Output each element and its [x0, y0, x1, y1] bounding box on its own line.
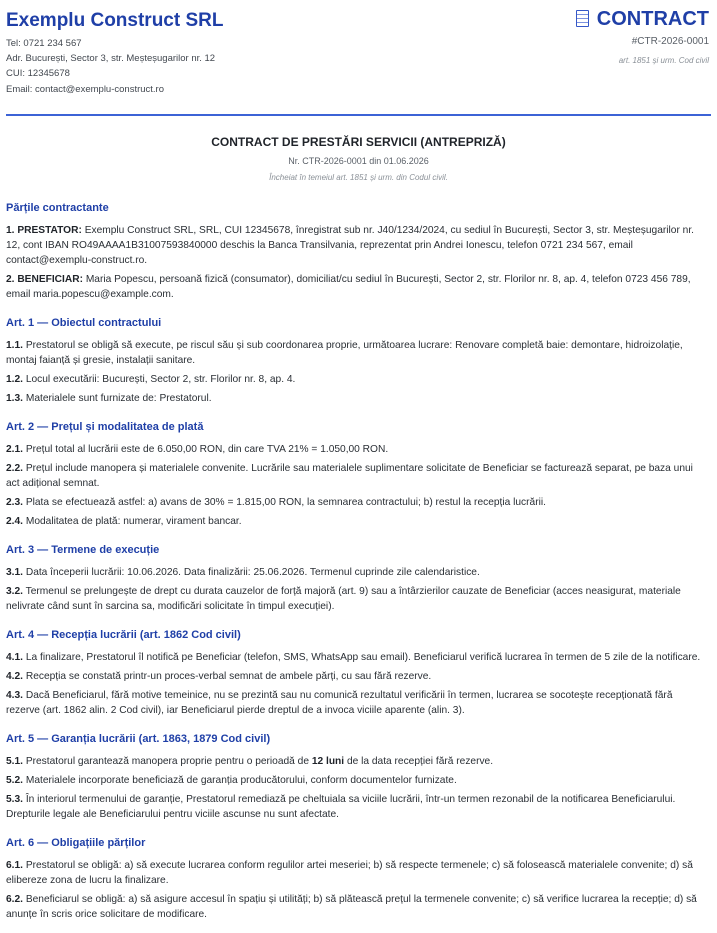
- clause: [6, 338, 709, 368]
- clause-text: Prestatorul se obligă: a) să execute lucrarea conform regulilor artei meseriei; b) să respecte termenele; c) să folosească materialele convenite; d) să elibereze zona de lucru la finalizare.: [6, 860, 693, 886]
- clause-text: În interiorul termenului de garanție, Prestatorul remediază pe cheltuiala sa viciile lucrării, într-un termen rezonabil de la notificarea Beneficiarului. Drepturile legale ale Beneficiarului pentru viciile ascunse nu sunt afectate.: [6, 794, 676, 820]
- contract-number-date: Nr. CTR-2026-0001 din 01.06.2026: [288, 156, 429, 166]
- clause: [6, 858, 709, 888]
- party-beneficiar: [6, 272, 709, 302]
- company-email: Email: contact@exemplu-construct.ro: [6, 84, 165, 95]
- clause: [6, 372, 709, 387]
- clause-number: 1.1.: [6, 340, 23, 351]
- company-cui: CUI: 12345678: [6, 68, 70, 79]
- document-icon: [576, 10, 589, 27]
- clause-text: Recepția se constată printr-un proces-verbal semnat de ambele părți, cu sau fără rezerve.: [23, 671, 432, 682]
- clause-number: 4.2.: [6, 671, 23, 682]
- company-phone: Tel: 0721 234 567: [6, 38, 82, 49]
- clause-number: 2.1.: [6, 444, 23, 455]
- section-title: Art. 6 — Obligațiile părților: [6, 837, 146, 849]
- section-title: Art. 5 — Garanția lucrării (art. 1863, 1879 Cod civil): [6, 733, 271, 745]
- clause-number: 3.1.: [6, 567, 23, 578]
- warranty-period: 12 luni: [311, 756, 345, 767]
- clause-text: Prestatorul se obligă să execute, pe riscul său și sub coordonarea proprie, următoarea lucrare: Renovare completă baie: demontare, hidroizolație, montaj faianță și gresie, instalații sanitare.: [6, 340, 683, 366]
- clause-number: 1.2.: [6, 374, 23, 385]
- document-label: [576, 8, 709, 31]
- section-title: Art. 1 — Obiectul contractului: [6, 317, 162, 329]
- clause: [6, 754, 709, 769]
- document-header: [0, 0, 717, 113]
- clause: [6, 442, 709, 457]
- contract-title: CONTRACT DE PRESTĂRI SERVICII (ANTREPRIZĂ): [211, 135, 506, 149]
- clause-label: 1. PRESTATOR:: [6, 225, 82, 236]
- clause-number: 4.1.: [6, 652, 23, 663]
- clause-text: Plata se efectuează astfel: a) avans de 30% = 1.815,00 RON, la semnarea contractului; b) restul la recepția lucrării.: [23, 497, 546, 508]
- section-title: Art. 4 — Recepția lucrării (art. 1862 Cod civil): [6, 629, 241, 641]
- clause-number: 6.2.: [6, 894, 23, 905]
- clause-number: 5.3.: [6, 794, 23, 805]
- clause-label: 2. BENEFICIAR:: [6, 274, 83, 285]
- section-art4: [6, 629, 709, 718]
- clause: [6, 461, 709, 491]
- party-prestator: [6, 223, 709, 268]
- section-parties: [6, 202, 709, 302]
- clause: [6, 514, 709, 529]
- clause-text: La finalizare, Prestatorul îl notifică pe Beneficiar (telefon, SMS, WhatsApp sau email). Beneficiarul verifică lucrarea în termen de 5 zile de la notificare.: [23, 652, 701, 663]
- clause: [6, 792, 709, 822]
- document-label-text: CONTRACT: [596, 8, 709, 30]
- document-number: #CTR-2026-0001: [631, 36, 709, 47]
- clause-number: 5.1.: [6, 756, 23, 767]
- clause-text: Maria Popescu, persoană fizică (consumator), domiciliat/cu sediul în București, Sector 2, str. Florilor nr. 8, ap. 4, telefon 0723 456 789, email maria.popescu@example.com.: [6, 274, 691, 300]
- header-divider: [6, 114, 711, 116]
- clause-number: 6.1.: [6, 860, 23, 871]
- section-art2: [6, 421, 709, 529]
- section-art6: [6, 837, 709, 922]
- clause-text: Modalitatea de plată: numerar, virament bancar.: [23, 516, 242, 527]
- clause: [6, 495, 709, 510]
- clause-text: Beneficiarul se obligă: a) să asigure accesul în spațiu și utilități; b) să plătească prețul la termenele convenite; c) să verifice lucrarea la recepție; d) să anunțe în scris orice solicitare de modificare.: [6, 894, 697, 920]
- clause-text: Materialele incorporate beneficiază de garanția producătorului, conform documentelor furnizate.: [23, 775, 457, 786]
- document-legal-reference: art. 1851 și urm. Cod civil: [618, 56, 709, 65]
- clause-number: 4.3.: [6, 690, 23, 701]
- section-title: Art. 2 — Prețul și modalitatea de plată: [6, 421, 204, 433]
- clause-text: Data începerii lucrării: 10.06.2026. Data finalizării: 25.06.2026. Termenul cuprinde zile calendaristice.: [23, 567, 480, 578]
- clause: [6, 773, 709, 788]
- clause-number: 1.3.: [6, 393, 23, 404]
- company-name: Exemplu Construct SRL: [6, 10, 224, 31]
- clause-number: 2.4.: [6, 516, 23, 527]
- clause: [6, 669, 709, 684]
- clause-number: 2.3.: [6, 497, 23, 508]
- clause-number: 2.2.: [6, 463, 23, 474]
- section-art1: [6, 317, 709, 406]
- clause: [6, 650, 709, 665]
- contract-body: [6, 202, 709, 933]
- section-title: Art. 3 — Termene de execuție: [6, 544, 160, 556]
- clause-text: Exemplu Construct SRL, SRL, CUI 12345678, înregistrat sub nr. J40/1234/2024, cu sediul în București, Sector 3, str. Meșteșugarilor nr. 12, cont IBAN RO49AAAA1B31007593840000 deschis la Banca Transilvania, reprezentat prin Andrei Ionescu, telefon 0721 234 567, email contact@exemplu-construct.ro.: [6, 225, 694, 266]
- clause-text: Termenul se prelungește de drept cu durata cauzelor de forță majoră (art. 9) sau a întârzierilor cauzate de Beneficiar (acces neasigurat, materiale nelivrate când sunt în sarcina sa, modificări solicitate în timpul execuției).: [6, 586, 681, 612]
- clause-text: Dacă Beneficiarul, fără motive temeinice, nu se prezintă sau nu comunică rezultatul verificării în termen, lucrarea se socotește recepționată fără rezerve (art. 1862 alin. 2 Cod civil), iar Beneficiarul pierde dreptul de a invoca viciile aparente (alin. 3).: [6, 690, 673, 716]
- clause: [6, 688, 709, 718]
- clause-text: Prestatorul garantează manopera proprie pentru o perioadă de: [23, 756, 312, 767]
- clause-text: Materialele sunt furnizate de: Prestatorul.: [23, 393, 212, 404]
- clause: [6, 565, 709, 580]
- clause-text: Prețul include manopera și materialele convenite. Lucrările sau materialele suplimentare solicitate de Beneficiar se facturează separat, pe baza unui act adițional semnat.: [6, 463, 693, 489]
- section-art3: [6, 544, 709, 614]
- clause-number: 5.2.: [6, 775, 23, 786]
- contract-legal-note: Încheiat în temeiul art. 1851 și urm. din Codul civil.: [269, 173, 448, 182]
- clause: [6, 584, 709, 614]
- section-title: Părțile contractante: [6, 202, 109, 214]
- clause-text: de la data recepției fără rezerve.: [344, 756, 494, 767]
- clause: [6, 892, 709, 922]
- clause-number: 3.2.: [6, 586, 23, 597]
- clause-text: Prețul total al lucrării este de 6.050,00 RON, din care TVA 21% = 1.050,00 RON.: [23, 444, 389, 455]
- clause: [6, 391, 709, 406]
- clause-text: Locul executării: București, Sector 2, str. Florilor nr. 8, ap. 4.: [23, 374, 296, 385]
- section-art5: [6, 733, 709, 822]
- company-address: Adr. București, Sector 3, str. Meșteșugarilor nr. 12: [6, 53, 216, 64]
